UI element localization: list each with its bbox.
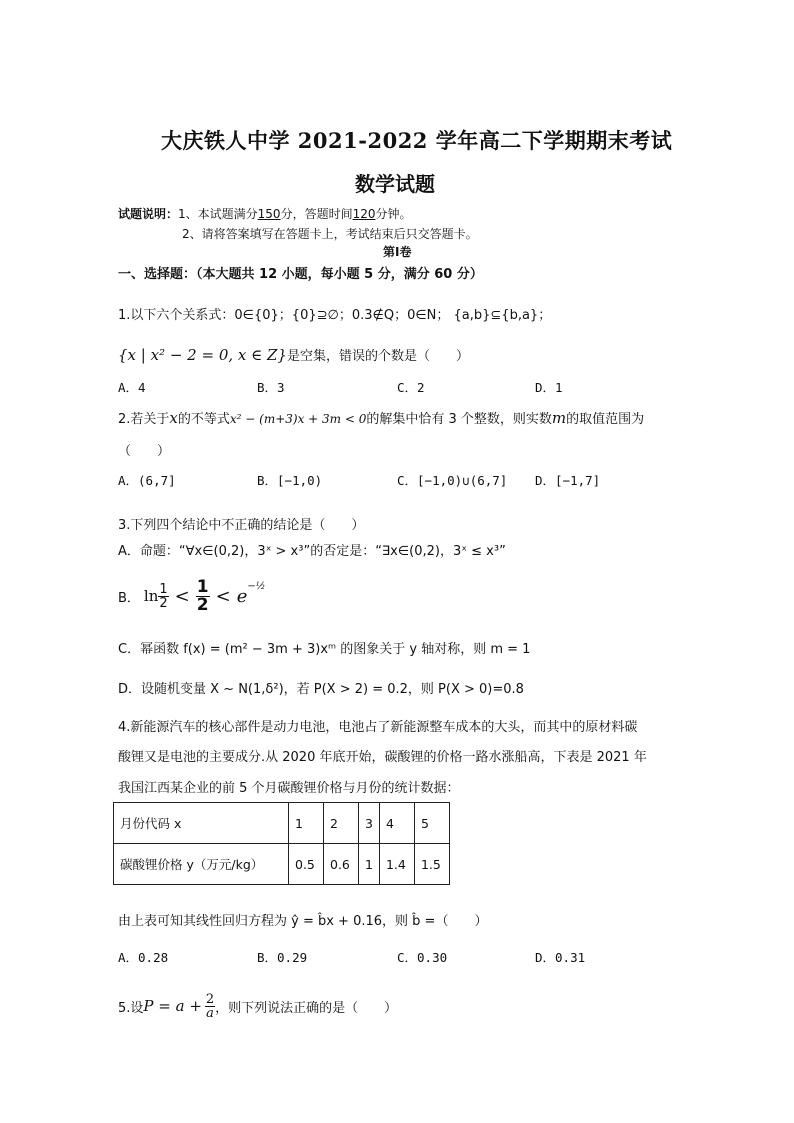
q3-option-c: C．幂函数 f(x) = (m² − 3m + 3)xᵐ 的图象关于 y 轴对称，则 m = 1 [118,642,531,657]
table-cell: 0.6 [324,844,359,885]
q4-regression-line: 由上表可知其线性回归方程为 ŷ = b̂x + 0.16，则 b̂ =（ ） [118,914,488,929]
table-row [114,844,450,885]
q5-stem [118,986,397,1026]
q1-option-a: A．4 [118,380,146,395]
q2-text: 的解集中恰有 3 个整数，则实数 [366,412,552,427]
q1-option-b: B．3 [257,380,285,395]
q2-stem-line-2: （ ） [118,444,171,459]
q2-var-x: x [169,409,178,427]
q4-option-d: D．0.31 [535,950,586,965]
q2-option-d: D．[−1,7] [535,473,601,488]
score-value: 150 [257,207,281,221]
q1-option-d: D．1 [535,380,563,395]
table-cell: 5 [414,803,449,844]
q4-paragraph-line-1: 4.新能源汽车的核心部件是动力电池，电池占了新能源整车成本的大头，而其中的原材料碳 [118,720,638,735]
table-cell: 1.4 [379,844,414,885]
q4-option-a: A．0.28 [118,950,169,965]
q2-option-c: C．[−1,0)∪(6,7] [397,473,508,488]
q3-fraction-1 [158,583,168,610]
q3-option-d: D．设随机变量 X ~ N(1,δ²)，若 P(X > 2) = 0.2，则 P(X > 0)=0.8 [118,682,524,697]
table-row [114,803,450,844]
data-table [113,802,450,885]
table-row-header: 月份代码 x [114,803,289,844]
table-cell: 1 [359,844,380,885]
q3-e: e [236,585,248,607]
q3-option-a: A．命题：“∀x∈(0,2)，3ˣ > x³”的否定是：“∃x∈(0,2)，3ˣ ≤ x³” [118,544,506,559]
table-cell: 3 [359,803,380,844]
q3-option-b-label: B． [118,590,140,606]
q3-less-than-1: < [174,585,190,607]
q2-option-a: A．(6,7] [118,473,176,488]
q2-text: 2.若关于 [118,412,170,427]
q5-expression: P = a + [143,997,202,1015]
q4-paragraph-line-2: 酸锂又是电池的主要成分.从 2020 年底开始，碳酸锂的价格一路水涨船高，下表是 2021 年 [118,750,647,765]
q2-stem-line-1 [118,408,644,427]
q3-fraction-1-den: 2 [159,595,168,611]
q1-stem-line-2 [118,345,469,364]
table-cell: 1.5 [414,844,449,885]
q3-fraction-2 [196,576,210,615]
table-cell: 0.5 [289,844,324,885]
q3-fraction-2-num: 1 [196,576,209,597]
q1-option-c: C．2 [397,380,425,395]
time-value: 120 [352,207,376,221]
instructions-line-1 [118,205,412,222]
table-cell: 2 [324,803,359,844]
q1-stem-line-1: 1.以下六个关系式：0∈{0}；{0}⊇∅；0.3∉Q；0∈N； {a,b}⊆{b,a}； [118,308,552,323]
q1-stem-text: 是空集，错误的个数是（ ） [286,349,469,364]
instructions-text: 分，答题时间 [280,207,353,221]
q5-fraction [205,993,215,1020]
table-row-header: 碳酸锂价格 y（万元/kg） [114,844,289,885]
q3-fraction-1-num: 1 [159,581,168,597]
exam-subtitle: 数学试题 [355,172,435,196]
q3-fraction-2-den: 2 [196,594,209,615]
q5-fraction-num: 2 [205,991,215,1007]
exam-title: 大庆铁人中学 2021-2022 学年高二下学期期末考试 [161,128,673,153]
instructions-line-2: 2、请将答案填写在答题卡上，考试结束后只交答题卡。 [182,227,478,241]
volume-heading: 第Ⅰ卷 [383,245,412,259]
q5-text: ，则下列说法正确的是（ ） [215,1000,398,1016]
q3-less-than-2: < [215,585,231,607]
q2-text: 的取值范围为 [566,412,645,427]
q4-paragraph-line-3: 我国江西某企业的前 5 个月碳酸锂价格与月份的统计数据： [118,781,460,796]
instructions-text: 1、本试题满分 [178,207,258,221]
q5-text: 5.设 [118,1000,144,1016]
q1-set-expression: {x | x² − 2 = 0, x ∈ Z} [118,346,287,364]
q3-stem: 3.下列四个结论中不正确的结论是（ ） [118,518,365,533]
q3-ln: ln [143,587,159,605]
q3-option-b [118,576,265,616]
q2-var-m: m [551,409,567,427]
q4-option-b: B．0.29 [257,950,308,965]
q5-fraction-den: a [206,1005,214,1021]
table-cell: 1 [289,803,324,844]
instructions-label: 试题说明： [118,207,179,221]
q2-text: 的不等式 [177,412,230,427]
q2-option-b: B．[−1,0) [257,473,323,488]
q3-exponent: −½ [247,580,266,592]
instructions-text: 分钟。 [375,207,412,221]
table-cell: 4 [379,803,414,844]
q2-inequality: x² − (m+3)x + 3m < 0 [229,412,367,426]
q4-option-c: C．0.30 [397,950,448,965]
section-heading: 一、选择题：（本大题共 12 小题，每小题 5 分，满分 60 分） [118,267,483,282]
